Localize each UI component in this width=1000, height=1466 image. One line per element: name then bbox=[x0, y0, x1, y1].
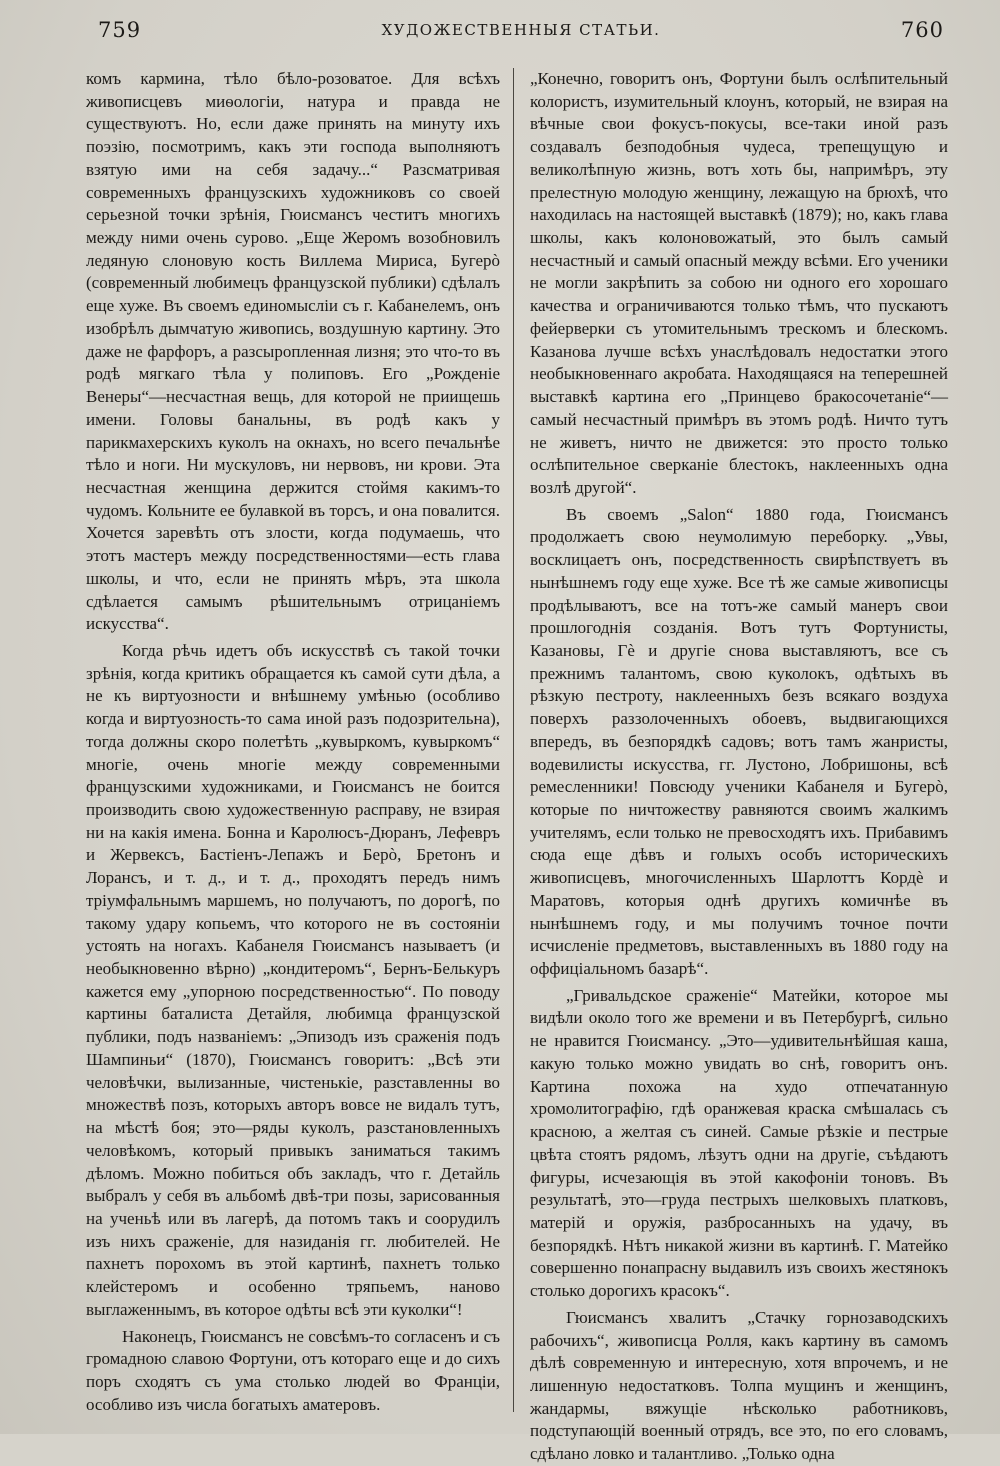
left-paragraph-2: Когда рѣчь идетъ объ искусствѣ съ такой точки зрѣнія, когда критикъ обращается къ самой сути дѣла, а не къ виртуозности и внѣшнему умѣнью (особливо когда и виртуозность-то сама иной разъ подозрительна), тогда должны скоро полетѣть „кувыркомъ, кувыркомъ“ многіе, очень многіе между современными французскими художниками, и Гюисмансъ не боится производить свою художественную расправу, не взирая ни на какія имена. Бонна и Каролюсъ-Дюранъ, Лефевръ и Жервексъ, Бастіенъ-Лепажъ и Берò, Бретонъ и Лорансъ, и т. д., и т. д., проходятъ передъ нимъ тріумфальнымъ маршемъ, но получаютъ, по дорогѣ, по такому удару копьемъ, что которого не въ состояніи устоять на ногахъ. Кабанеля Гюисмансъ называетъ (и необыкновенно вѣрно) „кондитеромъ“, Бернъ-Белькуръ кажется ему „упорною посредственностью“. По поводу картины баталиста Детайля, любимца французской публики, подъ названіемъ: „Эпизодъ изъ сраженія подъ Шампиньи“ (1870), Гюисмансъ говоритъ: „Всѣ эти человѣчки, вылизанные, чистенькіе, разставленны во множествѣ позъ, которыхъ авторъ вовсе не видалъ тутъ, на мѣстѣ боя; это—ряды куколъ, разстановленныхъ человѣкомъ, который привыкъ заниматься такимъ дѣломъ. Можно побиться объ закладъ, что г. Детайль выбралъ у себя въ альбомѣ двѣ-три позы, зарисованныя на ученьѣ или въ лагерѣ, да потомъ такъ и соорудилъ изъ нихъ сраженіе, для назиданія гг. любителей. Не пахнетъ порохомъ въ этой картинѣ, пахнетъ только клейстеромъ и особенно тряпьемъ, наново выглаженнымъ, въ которое одѣты всѣ эти куколки“! bbox=[86, 640, 500, 1319]
left-column bbox=[86, 68, 500, 1412]
page-number-right: 760 bbox=[900, 18, 944, 42]
right-paragraph-3: „Гривальдское сраженіе“ Матейки, которое мы видѣли около того же времени и въ Петербургѣ, сильно не нравится Гюисмансу. „Это—удивительнѣйшая каша, какую только можно увидать во снѣ, говоритъ онъ. Картина похожа на худо отпечатанную хромолитографію, гдѣ оранжевая краска смѣшалась съ красною, а желтая съ синей. Самые рѣзкіе и пестрые цвѣта стоятъ рядомъ, лѣзутъ одни на другіе, съѣдаютъ фигуры, исчезающія въ этой какофоніи тоновъ. Въ результатѣ, это—груда пестрыхъ шелковыхъ платковъ, матерій и оружія, разбросанныхъ на удачу, въ безпорядкѣ. Нѣтъ никакой жизни въ картинѣ. Г. Матейко совершенно понапрасну выдавилъ изъ своихъ жестянокъ столько дорогихъ красокъ“. bbox=[530, 985, 948, 1301]
page-number-left: 759 bbox=[98, 18, 142, 42]
right-paragraph-2: Въ своемъ „Salon“ 1880 года, Гюисмансъ продолжаетъ свою неумолимую переборку. „Увы, восклицаетъ онъ, посредственность свирѣпствуетъ въ нынѣшнемъ году еще хуже. Все тѣ же самые живописцы продѣлываютъ, все на тотъ-же самый манеръ свои прошлогоднія созданія. Вотъ тутъ Фортунисты, Казановы, Гè и другіе снова выставляютъ, все съ прежнимъ талантомъ, свою куколокъ, одѣтыхъ въ рѣзкую пестроту, наклеенныхъ безъ всякаго воздуха поверхъ раззолоченныхъ обоевъ, выдвигающихся впередъ, въ безпорядкѣ садовъ; вотъ тамъ жанристы, водевилисты искусства, гг. Лустоно, Лобришоны, всѣ ремесленники! Повсюду ученики Кабанеля и Бугерò, которые по ничтожеству равняются своимъ жалкимъ учителямъ, если только не превосходятъ ихъ. Прибавимъ сюда еще дѣвъ и голыхъ особъ историческихъ живописцевъ, многочисленныхъ Шарлоттъ Кордè и Маратовъ, которыя однѣ другихъ комичнѣе въ нынѣшнемъ году, и мы получимъ точное почти исчисленіе предметовъ, выставленныхъ въ 1880 году на оффиціальномъ базарѣ“. bbox=[530, 504, 948, 979]
right-column bbox=[530, 68, 948, 1464]
right-paragraph-4: Гюисмансъ хвалитъ „Стачку горнозаводскихъ рабочихъ“, живописца Ролля, какъ картину въ самомъ дѣлѣ современную и интересную, хотя впрочемъ, и не лишенную недостатковъ. Толпа мущинъ и женщинъ, жандармы, вяжущіе нѣсколько работниковъ, подступающій военный отрядъ, все это, по его словамъ, сдѣлано ловко и талантливо. „Только одна bbox=[530, 1307, 948, 1464]
running-title: ХУДОЖЕСТВЕННЫЯ СТАТЬИ. bbox=[381, 21, 661, 39]
left-paragraph-1: комъ кармина, тѣло бѣло-розоватое. Для всѣхъ живописцевъ миѳологіи, натура и правда не существуютъ. Но, если даже принять на минуту ихъ поэзію, посмотримъ, какъ эти господа выполняютъ взятую ими на себя задачу...“ Разсматривая современныхъ французскихъ художниковъ со своей серьезной точки зрѣнія, Гюисмансъ честитъ многихъ между ними очень сурово. „Еще Жеромъ возобновилъ ледяную слоновую кость Виллема Мириса, Бугерò (современный любимецъ французской публики) сдѣлалъ еще хуже. Въ своемъ единомысліи съ г. Кабанелемъ, онъ изобрѣлъ дымчатую живопись, воздушную картину. Это даже не фарфоръ, а разсыропленная лизня; это что-то въ родѣ мягкаго тѣла у полиповъ. Его „Рожденіе Венеры“—несчастная вещь, для которой не приищешь имени. Головы банальны, въ родѣ какъ у парикмахерскихъ куколъ на окнахъ, но всего печальнѣе тѣло и ноги. Ни мускуловъ, ни нервовъ, ни крови. Эта несчастная женщина держится стоймя какимъ-то чудомъ. Кольните ее булавкой въ торсъ, и она повалится. Хочется заревѣть отъ злости, когда подумаешь, что этотъ мастеръ между посредственностями—есть глава школы, и что, если не принять мѣръ, эта школа сдѣлается самымъ рѣшительнымъ отрицаніемъ искусства“. bbox=[86, 69, 500, 634]
running-head bbox=[98, 18, 944, 58]
column-divider bbox=[513, 68, 514, 1412]
left-paragraph-3: Наконецъ, Гюисмансъ не совсѣмъ-то согласенъ и съ громадною славою Фортуни, отъ котораго еще и до сихъ поръ сходятъ съ ума столько людей во Франціи, особливо изъ числа богатыхъ аматеровъ. bbox=[86, 1326, 500, 1414]
right-paragraph-1: „Конечно, говоритъ онъ, Фортуни былъ ослѣпительный колористъ, изумительный клоунъ, который, не взирая на вѣчные свои фокусъ-покусы, все-таки иной разъ создавалъ безподобныя чудеса, трепещущую и великолѣпную жизнь, вотъ хоть бы, напримѣръ, эту прелестную молодую женщину, лежащую на брюхѣ, что находилась на настоящей выставкѣ (1879); но, какъ глава школы, какъ колоновожатый, это былъ самый несчастный и самый опасный между всѣми. Его ученики не могли закрѣпить за собою ни одного его хорошаго качества и ограничиваются только тѣмъ, что пускаютъ фейерверки съ утомительнымъ трескомъ и блескомъ. Казанова лучше всѣхъ унаслѣдовалъ недостатки этого необыкновеннаго акробата. Находящаяся на теперешней выставкѣ картина его „Принцево бракосочетаніе“—самый несчастный примѣръ въ этомъ родѣ. Ничто тутъ не живетъ, ничто не движется: это просто только ослѣпительное сверканіе блестокъ, наклеенныхъ одна возлѣ другой“. bbox=[530, 69, 948, 497]
